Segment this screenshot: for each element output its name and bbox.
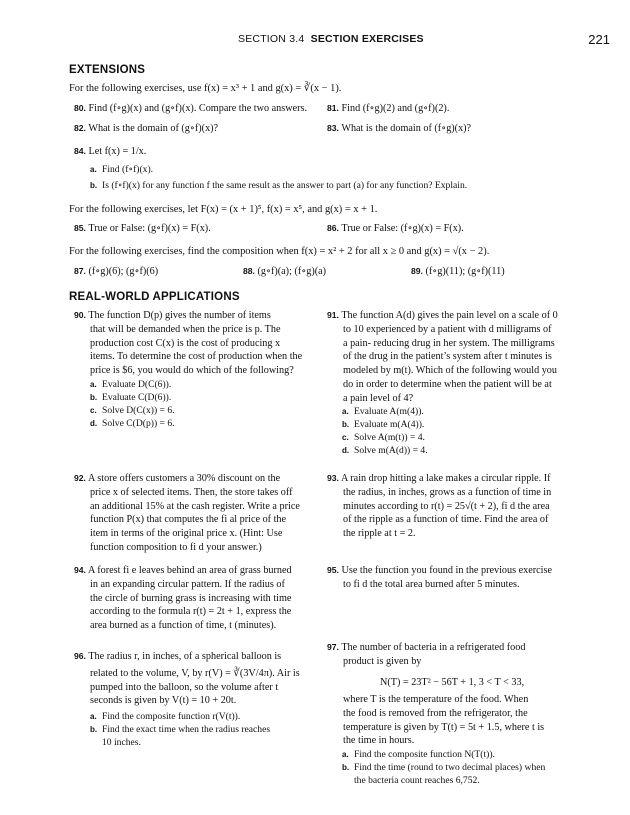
exercise-85: 85. True or False: (g∘f)(x) = F(x). bbox=[74, 223, 211, 234]
extensions-intro-2: For the following exercises, let F(x) = (x + 1)⁵, f(x) = x⁵, and g(x) = x + 1. bbox=[69, 204, 378, 215]
real-world-heading: REAL-WORLD APPLICATIONS bbox=[69, 291, 240, 303]
exercise-93: 93. A rain drop hitting a lake makes a circular ripple. If the radius, in inches, grows as a function of time in minutes according to r(t) = 25√(t + 2), fi d the area of the ripple as a function of time. Find the area of the ripple at t = 2. bbox=[327, 473, 552, 540]
exercise-86: 86. True or False: (f∘g)(x) = F(x). bbox=[327, 223, 464, 234]
page-number: 221 bbox=[588, 32, 610, 47]
exercise-97-options: a. Find the composite function N(T(t)). b. Find the time (round to two decimal places) when the bacteria count reaches 6,752. bbox=[342, 749, 546, 786]
exercise-81: 81. Find (f∘g)(2) and (g∘f)(2). bbox=[327, 103, 450, 114]
section-label: SECTION 3.4 SECTION EXERCISES bbox=[238, 33, 424, 45]
exercise-90-options: a. Evaluate D(C(6)). b. Evaluate C(D(6)). c. Solve D(C(x)) = 6. d. Solve C(D(p)) = 6. bbox=[90, 379, 175, 429]
extensions-intro-1: For the following exercises, use f(x) = x³ + 1 and g(x) = ∛(x − 1). bbox=[69, 83, 342, 94]
exercise-95: 95. Use the function you found in the previous exercise to fi d the total area burned after 5 minutes. bbox=[327, 565, 552, 590]
exercise-94: 94. A forest fi e leaves behind an area of grass burned in an expanding circular pattern. If the radius of the circle of burning grass is increasing with time according to the formula r(t) = 2t + 1, express the area burned as a function of time, t (minutes). bbox=[74, 565, 292, 632]
exercise-82: 82. What is the domain of (g∘f)(x)? bbox=[74, 123, 219, 134]
exercise-84a: a. Find (f∘f)(x). bbox=[90, 164, 154, 175]
exercise-90: 90. The function D(p) gives the number of items that will be demanded when the price is p. The production cost C(x) is the cost of producing x items. To determine the cost of production when the price is $6, you would do which of the following? bbox=[74, 310, 303, 377]
exercise-80: 80. Find (f∘g)(x) and (g∘f)(x). Compare the two answers. bbox=[74, 103, 307, 114]
exercise-92: 92. A store offers customers a 30% discount on the price x of selected items. Then, the store takes off an additional 15% at the cash register. Write a price function P(x) that computes the fi al price of the item in terms of the original price x. (Hint: Use function composition to fi d your answer.) bbox=[74, 473, 300, 553]
exercise-96: 96. The radius r, in inches, of a spherical balloon is related to the volume, V, by r(V) = ∛(3V/4π). Air is pumped into the balloon, so the volume after t seconds is given by V(t) = 10 + 20t. bbox=[74, 651, 300, 707]
exercise-97: 97. The number of bacteria in a refrigerated food product is given by bbox=[327, 642, 526, 667]
exercise-91: 91. The function A(d) gives the pain level on a scale of 0 to 10 experienced by a patient with d milligrams of a pain- reducing drug in her system. The milligrams of the drug in the patient’s system after t minutes is modeled by m(t). Which of the following would you do in order to determine when the patient will be at a pain level of 4? bbox=[327, 310, 558, 404]
exercise-88: 88. (g∘f)(a); (f∘g)(a) bbox=[243, 266, 327, 277]
exercise-97-continued: where T is the temperature of the food. When the food is removed from the refrigerator, the temperature is given by T(t) = 5t + 1.5, where t is the time in hours. bbox=[343, 694, 545, 747]
exercise-87: 87. (f∘g)(6); (g∘f)(6) bbox=[74, 266, 159, 277]
exercise-91-options: a. Evaluate A(m(4)). b. Evaluate m(A(4)). c. Solve A(m(t)) = 4. d. Solve m(A(d)) = 4. bbox=[342, 406, 428, 456]
exercise-84b: b. Is (f∘f)(x) for any function f the same result as the answer to part (a) for any function? Explain. bbox=[90, 180, 468, 191]
exercise-89: 89. (f∘g)(11); (g∘f)(11) bbox=[411, 266, 505, 277]
exercise-97-formula: N(T) = 23T² − 56T + 1, 3 < T < 33, bbox=[380, 677, 525, 688]
exercise-96-options: a. Find the composite function r(V(t)). b. Find the exact time when the radius reaches 10 inches. bbox=[90, 711, 271, 748]
exercise-84: 84. Let f(x) = 1/x. bbox=[74, 146, 147, 157]
extensions-heading: EXTENSIONS bbox=[69, 64, 146, 76]
exercise-83: 83. What is the domain of (f∘g)(x)? bbox=[327, 123, 472, 134]
extensions-intro-3: For the following exercises, find the composition when f(x) = x² + 2 for all x ≥ 0 and g(x) = √(x − 2). bbox=[69, 246, 490, 257]
